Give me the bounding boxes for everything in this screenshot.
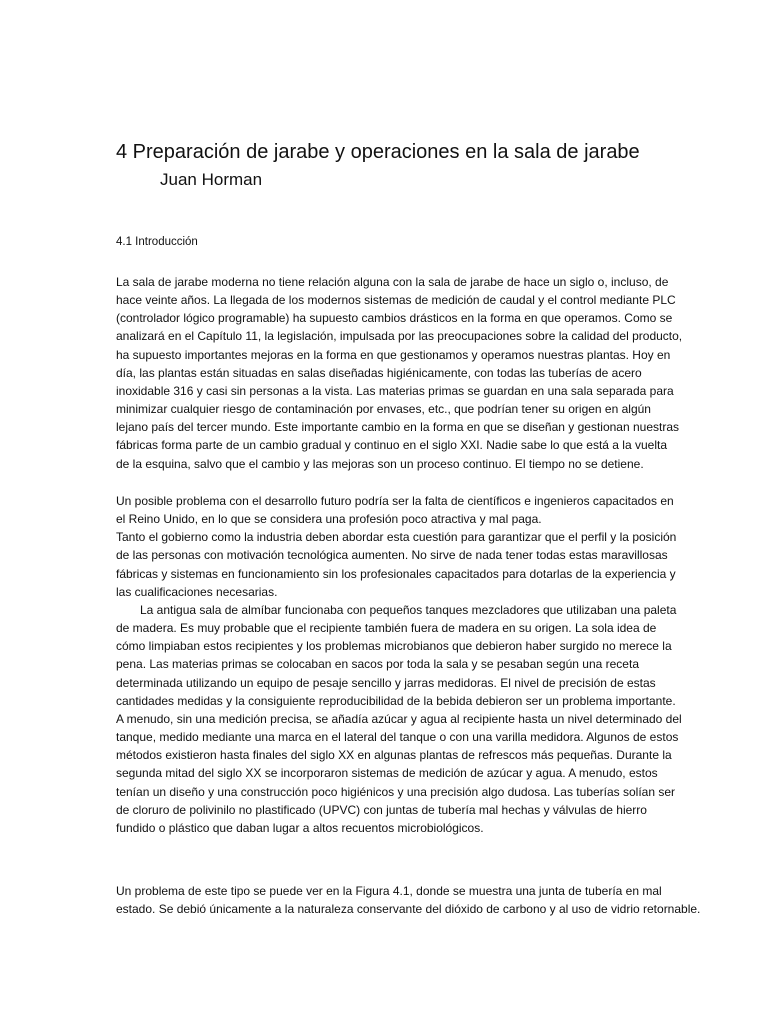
text-line: de madera. Es muy probable que el recipiente también fuera de madera en su origen. La sola idea de — [116, 621, 657, 636]
text-line: el Reino Unido, en lo que se considera una profesión poco atractiva y mal paga. — [116, 512, 542, 527]
author-name: Juan Horman — [160, 170, 263, 189]
text-line: hace veinte años. La llegada de los modernos sistemas de medición de caudal y el control mediante PLC — [116, 293, 676, 308]
text-line: estado. Se debió únicamente a la naturaleza conservante del dióxido de carbono y al uso de vidrio retornable. — [116, 902, 701, 917]
text-line: métodos existieron hasta finales del siglo XX en algunas plantas de refrescos más pequeñas. Durante la — [116, 748, 672, 763]
text-line: Tanto el gobierno como la industria deben abordar esta cuestión para garantizar que el perfil y la posición — [116, 530, 677, 545]
text-line: pena. Las materias primas se colocaban en sacos por toda la sala y se pesaban según una receta — [116, 657, 639, 672]
text-line: cantidades medidas y la consiguiente reproducibilidad de la bebida debieron ser un problema importante. — [116, 693, 676, 708]
text-line: tanque, medido mediante una marca en el lateral del tanque o con una varilla medidora. Algunos de estos — [116, 730, 679, 745]
chapter-title: 4 Preparación de jarabe y operaciones en la sala de jarabe — [116, 141, 640, 163]
text-line: las cualificaciones necesarias. — [116, 584, 278, 599]
text-line: de las personas con motivación tecnológica aumenten. No sirve de nada tener todas estas maravillosas — [116, 548, 668, 563]
text-line: segunda mitad del siglo XX se incorporaron sistemas de medición de azúcar y agua. A menudo, estos — [116, 766, 658, 781]
text-line: inoxidable 316 y casi sin personas a la vista. Las materias primas se guardan en una sala separada para — [116, 383, 674, 398]
paragraph-figure-reference — [116, 882, 718, 918]
text-line: fábricas y sistemas en funcionamiento sin los profesionales capacitados para dotarlas de la experiencia y — [116, 566, 676, 581]
text-line: de cloruro de polivinilo no plastificado (UPVC) con juntas de tubería mal hechas y válvulas de hierro — [116, 802, 647, 817]
text-line: tenían un diseño y una construcción poco higiénicos y una precisión algo dudosa. Las tuberías solían ser — [116, 784, 676, 799]
text-line: analizará en el Capítulo 11, la legislación, impulsada por las preocupaciones sobre la calidad del producto, — [116, 329, 683, 344]
text-line: día, las plantas están situadas en salas diseñadas higiénicamente, con todas las tuberías de acero — [116, 365, 642, 380]
text-line: fábricas forma parte de un cambio gradual y continuo en el siglo XXI. Nadie sabe lo que está a la vuelta — [116, 438, 667, 453]
text-line: de la esquina, salvo que el cambio y las mejoras son un proceso continuo. El tiempo no se detiene. — [116, 456, 644, 471]
section-heading: 4.1 Introducción — [116, 236, 198, 248]
text-line: A menudo, sin una medición precisa, se añadía azúcar y agua al recipiente hasta un nivel determinado del — [116, 711, 682, 726]
paragraph-problems — [116, 492, 718, 837]
text-line: fundido o plástico que daban lugar a altos recuentos microbiológicos. — [116, 820, 484, 835]
text-line: lejano país del tercer mundo. Este importante cambio en la forma en que se diseñan y gestionan nuestras — [116, 420, 679, 435]
text-line: determinada utilizando un equipo de pesaje sencillo y jarras medidoras. El nivel de precisión de estas — [116, 675, 656, 690]
text-line: ha supuesto importantes mejoras en la forma en que gestionamos y operamos nuestras plantas. Hoy en — [116, 347, 671, 362]
text-line: La antigua sala de almíbar funcionaba con pequeños tanques mezcladores que utilizaban una paleta — [140, 602, 677, 617]
text-line: La sala de jarabe moderna no tiene relación alguna con la sala de jarabe de hace un siglo o, incluso, de — [116, 275, 669, 289]
text-line: minimizar cualquier riesgo de contaminación por envases, etc., que podrían tener su origen en algún — [116, 402, 651, 417]
text-line: cómo limpiaban estos recipientes y los problemas microbianos que debieron haber surgido no merece la — [116, 639, 672, 654]
text-line: Un problema de este tipo se puede ver en la Figura 4.1, donde se muestra una junta de tubería en mal — [116, 884, 662, 898]
text-line: Un posible problema con el desarrollo futuro podría ser la falta de científicos e ingenieros capacitados en — [116, 494, 674, 508]
paragraph-introduction — [116, 273, 718, 473]
text-line: (controlador lógico programable) ha supuesto cambios drásticos en la forma en que operamos. Como se — [116, 311, 673, 326]
